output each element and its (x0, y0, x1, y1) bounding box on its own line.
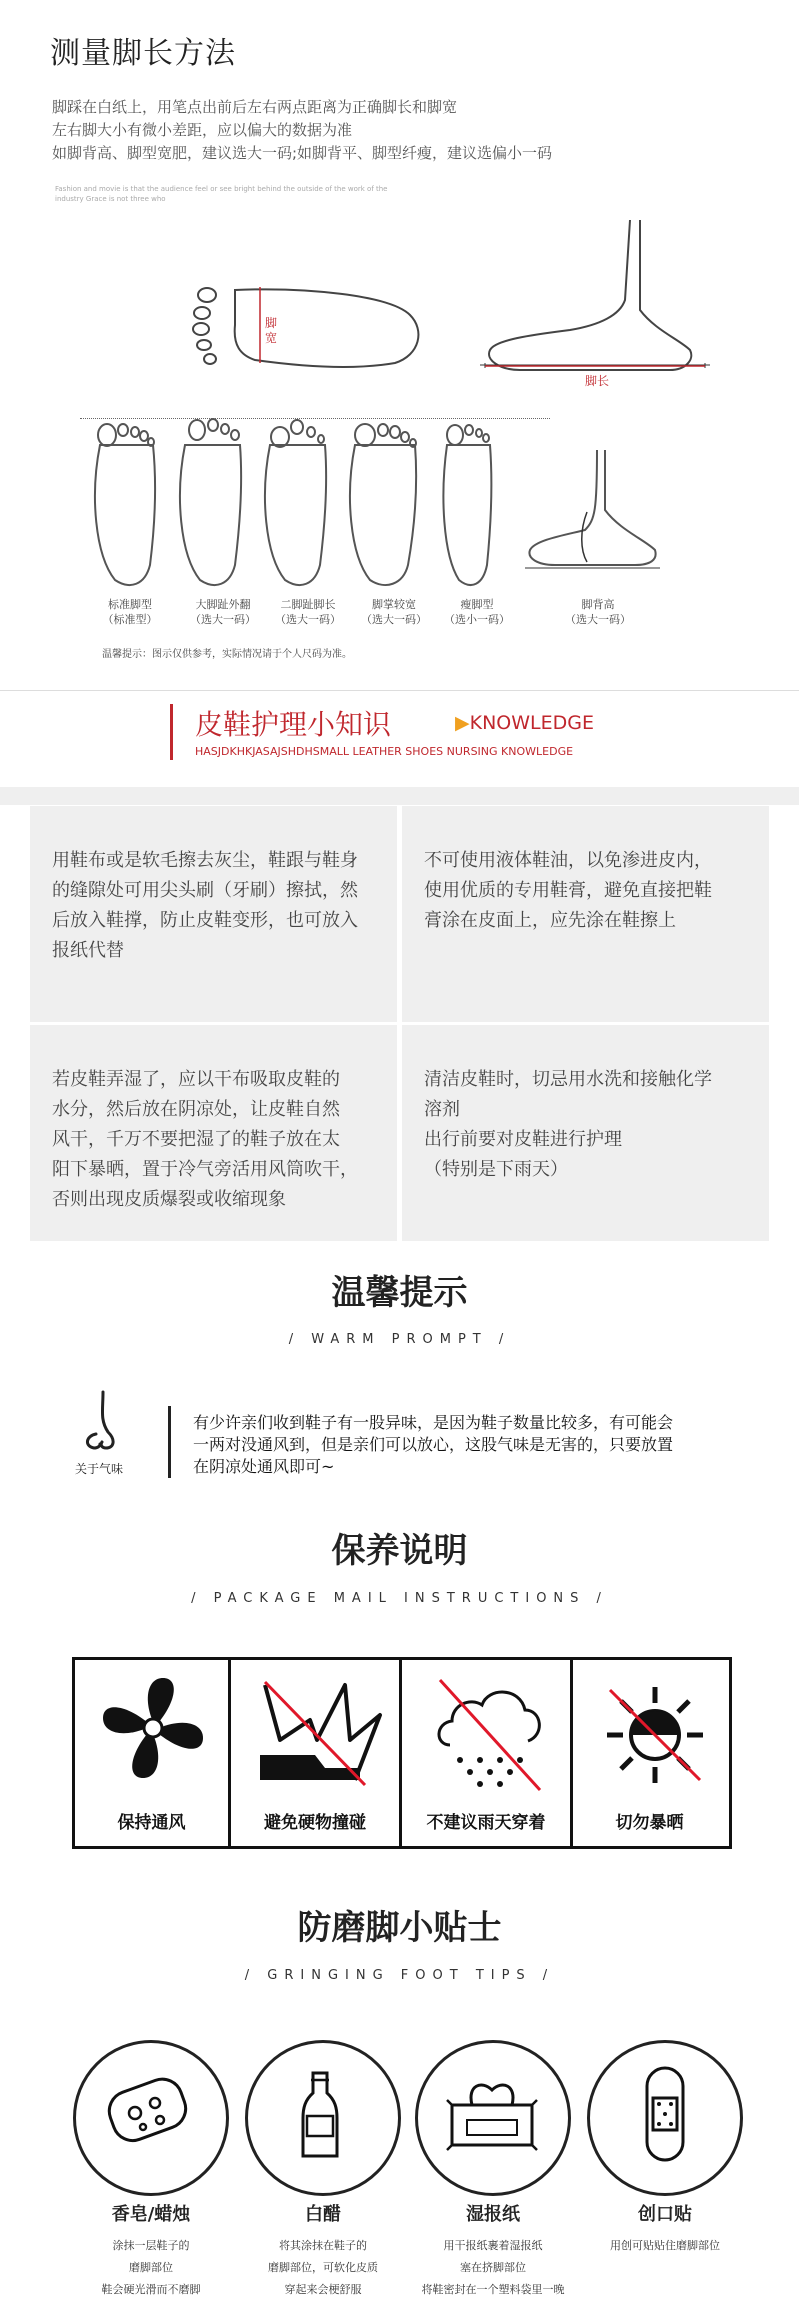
measure-line-2: 左右脚大小有微小差距，应以偏大的数据为准 (52, 121, 353, 139)
foot-sole-diagram (185, 275, 425, 385)
knowledge-subtitle: HASJDKHKJASAJSHDHSMALL LEATHER SHOES NURSING KNOWLEDGE (195, 745, 574, 758)
care-label-sun: 切勿暴晒 (615, 1813, 684, 1833)
knowledge-top-band (0, 787, 799, 805)
care-subtitle: / PACKAGE MAIL INSTRUCTIONS / (191, 1591, 608, 1606)
fan-icon (98, 1673, 208, 1783)
foot-type-slim: 瘦脚型 （选小一码） (444, 598, 510, 626)
no-rain-icon (430, 1675, 550, 1795)
foot-high-instep-diagram (525, 450, 660, 575)
foot-type-long-second-toe: 二脚趾脚长 （选大一码） (275, 598, 341, 626)
measure-line-3: 如脚背高、脚型宽肥，建议选大一码;如脚背平、脚型纤瘦，建议选偏小一码 (52, 144, 553, 162)
knowledge-accent-bar (170, 704, 173, 760)
care-label-ventilate: 保持通风 (117, 1813, 186, 1833)
smell-label: 关于气味 (75, 1462, 124, 1476)
care-label-rain: 不建议雨天穿着 (426, 1813, 546, 1833)
measure-fineprint-1: Fashion and movie is that the audience feel or see bright behind the outside of the work of the (55, 185, 388, 193)
bandage-icon (625, 2063, 705, 2168)
warm-divider (168, 1406, 171, 1478)
measure-fineprint-2: industry Grace is not three who (55, 195, 166, 203)
foot-length-label: 脚长 (585, 374, 610, 388)
tips-subtitle: / GRINGING FOOT TIPS / (244, 1968, 555, 1983)
tip-title-soap: 香皂/蜡烛 (111, 2204, 191, 2225)
care-title: 保养说明 (331, 1531, 468, 1571)
warm-subtitle: / WARM PROMPT / (288, 1332, 511, 1347)
foot-width-label: 脚宽 (265, 316, 278, 345)
tip-title-paper: 湿报纸 (466, 2204, 520, 2225)
tips-title: 防磨脚小贴士 (297, 1908, 502, 1948)
vinegar-bottle-icon (295, 2068, 345, 2163)
care-label-collision: 避免硬物撞碰 (264, 1813, 366, 1833)
tip-desc-bandage: 用创可贴贴住磨脚部位 (610, 2239, 720, 2252)
nose-icon (78, 1390, 128, 1452)
measure-line-1: 脚踩在白纸上，用笔点出前后左右两点距离为正确脚长和脚宽 (52, 98, 458, 116)
tip-title-vinegar: 白醋 (305, 2204, 341, 2225)
triangle-icon: ▶ (455, 712, 470, 734)
tip-desc-soap: 涂抹一层鞋子的 磨脚部位 鞋会硬光滑而不磨脚 (101, 2239, 201, 2296)
warm-text: 有少许亲们收到鞋子有一股异味，是因为鞋子数量比较多，有可能会 一两对没通风到，但是亲们可以放心，这股气味是无害的，只要放置 在阴凉处通风即可~ (193, 1413, 674, 1476)
tip-title-bandage: 创口贴 (638, 2204, 692, 2225)
knowledge-divider (0, 690, 799, 691)
foot-type-standard: 标准脚型 （标准型） (102, 598, 158, 626)
knowledge-en-label: ▶KNOWLEDGE (455, 712, 594, 734)
foot-type-high-instep: 脚背高 （选大一码） (565, 598, 631, 626)
measure-warning: 温馨提示：图示仅供参考，实际情况请于个人尺码为准。 (102, 649, 352, 660)
tip-desc-paper: 用干报纸裹着湿报纸 塞在挤脚部位 将鞋密封在一个塑料袋里一晚 (421, 2239, 565, 2296)
care-card-2: 不可使用液体鞋油，以免渗进皮内， 使用优质的专用鞋膏，避免直接把鞋 膏涂在皮面上，应先涂在鞋擦上 (402, 806, 769, 1022)
no-sun-icon (600, 1680, 710, 1790)
care-card-3: 若皮鞋弄湿了，应以干布吸取皮鞋的 水分，然后放在阴凉处，让皮鞋自然 风干，千万不要把湿了的鞋子放在太 阳下暴晒，置于冷气旁活用风筒吹干， 否则出现皮质爆裂或收缩现象 (30, 1025, 397, 1241)
warm-title: 温馨提示 (331, 1273, 468, 1313)
knowledge-title: 皮鞋护理小知识 (195, 708, 392, 741)
foot-side-diagram (480, 220, 710, 390)
foot-types-diagram (85, 415, 565, 590)
soap-icon (105, 2075, 195, 2155)
foot-type-bunion: 大脚趾外翻 （选大一码） (190, 598, 256, 626)
care-card-1: 用鞋布或是软毛擦去灰尘，鞋跟与鞋身 的缝隙处可用尖头刷（牙刷）擦拭，然 后放入鞋撑，防止皮鞋变形，也可放入 报纸代替 (30, 806, 397, 1022)
tip-desc-vinegar: 将其涂抹在鞋子的 磨脚部位，可软化皮质 穿起来会梗舒服 (268, 2239, 378, 2296)
no-collision-icon (255, 1680, 385, 1790)
measure-title: 测量脚长方法 (50, 36, 236, 71)
foot-type-wide: 脚掌较宽 （选大一码） (361, 598, 427, 626)
care-card-4: 清洁皮鞋时，切忌用水洗和接触化学 溶剂 出行前要对皮鞋进行护理 （特别是下雨天） (402, 1025, 769, 1241)
wet-tissue-icon (442, 2075, 542, 2155)
